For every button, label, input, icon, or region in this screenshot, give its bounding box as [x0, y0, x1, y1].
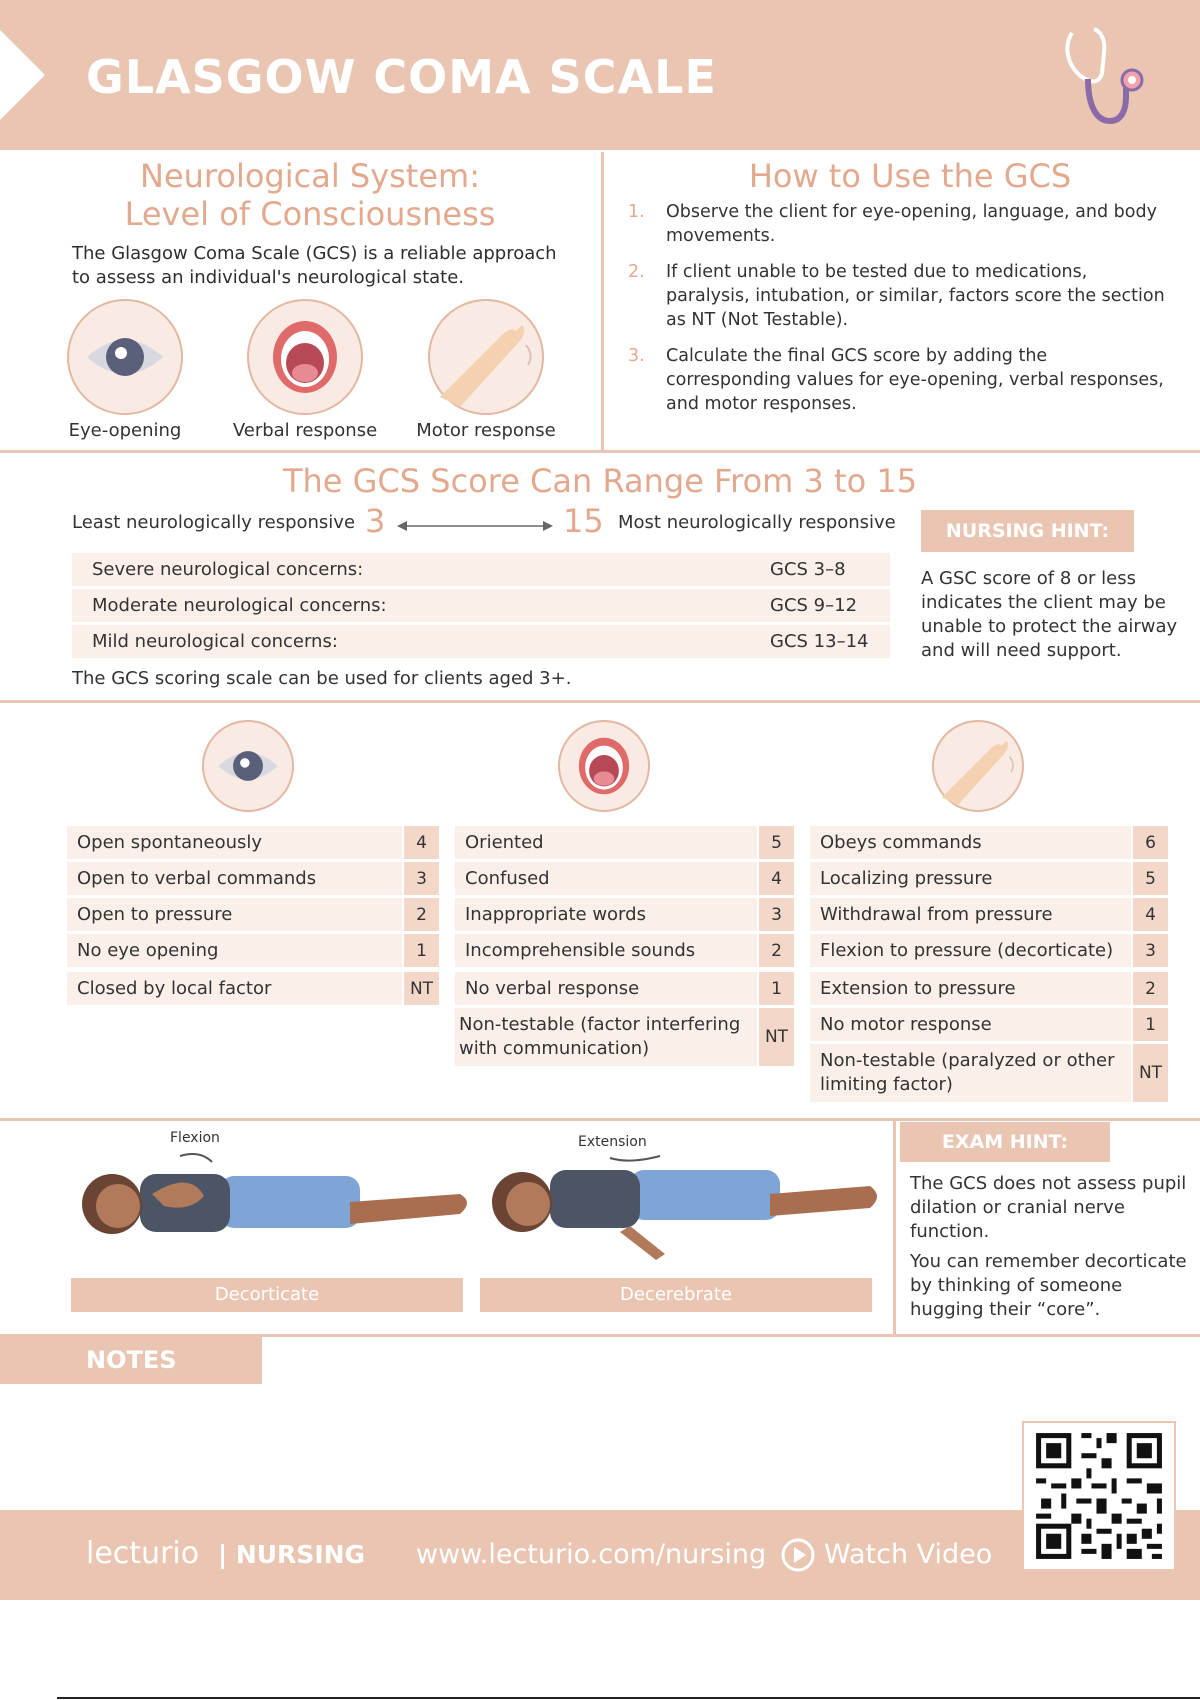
eye-score-row [67, 826, 439, 859]
notes-badge: NOTES [0, 1336, 262, 1384]
exam-hint-paragraph: The GCS does not assess pupil dilation or cranial nerve function. [910, 1173, 1187, 1242]
severity-value: GCS 9–12 [770, 595, 858, 616]
eye-score-row [67, 898, 439, 931]
motor-score: NT [1133, 1044, 1168, 1102]
consciousness-description: The Glasgow Coma Scale (GCS) is a reliable approach to assess an individual's neurological state. [72, 243, 557, 288]
range-title: The GCS Score Can Range From 3 to 15 [282, 462, 918, 500]
motor-score: 1 [1133, 1008, 1168, 1041]
consciousness-title-line1: Neurological System: [140, 157, 480, 195]
motor-response-label: Non-testable (paralyzed or other limiting factor) [810, 1044, 1131, 1102]
eye-response-label: Open to verbal commands [67, 862, 402, 895]
most-responsive-label: Most neurologically responsive [618, 512, 896, 533]
section-divider-vertical [601, 152, 604, 450]
play-icon[interactable] [780, 1537, 816, 1573]
motor-response-icon-circle [428, 299, 544, 415]
severity-value: GCS 13–14 [770, 631, 869, 652]
verbal-score-row [455, 934, 794, 967]
flexion-label: Flexion [170, 1130, 220, 1146]
motor-score-row [810, 898, 1168, 931]
section-divider-vertical [893, 1120, 896, 1335]
range-arrow-icon [395, 516, 555, 536]
eye-score: 2 [404, 898, 439, 931]
severity-label: Mild neurological concerns: [92, 631, 338, 652]
eye-opening-icon-circle [67, 299, 183, 415]
nursing-hint-badge: NURSING HINT: [921, 510, 1134, 552]
eye-score: 3 [404, 862, 439, 895]
verbal-score-row [455, 972, 794, 1005]
eye-score: 4 [404, 826, 439, 859]
step-text: Calculate the final GCS score by adding the corresponding values for eye-opening, verbal responses, and motor responses. [666, 346, 1164, 414]
severity-row [72, 589, 890, 622]
consciousness-title-line2: Level of Consciousness [124, 195, 496, 233]
verbal-score: 1 [759, 972, 794, 1005]
section-divider [0, 450, 1200, 453]
how-to-step [628, 260, 1168, 332]
motor-score-row [810, 972, 1168, 1005]
range-min-value: 3 [365, 502, 386, 540]
verbal-response-label: No verbal response [455, 972, 757, 1005]
severity-label: Moderate neurological concerns: [92, 595, 387, 616]
how-to-step [628, 344, 1168, 416]
how-to-title: How to Use the GCS [748, 157, 1072, 195]
how-to-step [628, 200, 1168, 248]
eye-score-row [67, 934, 439, 967]
motor-response-label: Motor response [416, 420, 556, 441]
website-link[interactable]: www.lecturio.com/nursing [416, 1539, 767, 1570]
motor-score-row [810, 1044, 1168, 1102]
brand-division: | NURSING [218, 1540, 366, 1569]
step-number: 1. [628, 202, 645, 222]
section-divider [0, 1118, 1200, 1121]
severity-row [72, 625, 890, 658]
motor-response-label: Obeys commands [810, 826, 1131, 859]
header-arrow-shape [0, 30, 45, 120]
age-note: The GCS scoring scale can be used for clients aged 3+. [72, 668, 572, 689]
motor-score: 2 [1133, 972, 1168, 1005]
page-title: GLASGOW COMA SCALE [86, 50, 717, 104]
eye-response-label: No eye opening [67, 934, 402, 967]
decerebrate-label: Decerebrate [480, 1278, 872, 1312]
verbal-response-label: Inappropriate words [455, 898, 757, 931]
step-text: Observe the client for eye-opening, language, and body movements. [666, 202, 1157, 246]
eye-response-label: Open spontaneously [67, 826, 402, 859]
severity-row [72, 553, 890, 586]
nursing-hint-text: A GSC score of 8 or less indicates the client may be unable to protect the airway and will need support. [921, 568, 1178, 661]
verbal-response-label: Non-testable (factor interfering with communication) [455, 1008, 757, 1066]
arm-icon [430, 301, 542, 413]
how-to-steps [628, 200, 1168, 428]
motor-score-row [810, 934, 1168, 967]
mouth-icon [249, 301, 361, 413]
step-number: 2. [628, 262, 645, 282]
severity-label: Severe neurological concerns: [92, 559, 364, 580]
eye-icon [69, 301, 181, 413]
mouth-icon [560, 722, 648, 810]
watch-video-link[interactable]: Watch Video [824, 1539, 993, 1570]
eye-score-row [67, 972, 439, 1005]
verbal-score-row [455, 826, 794, 859]
motor-score: 5 [1133, 862, 1168, 895]
motor-score-row [810, 826, 1168, 859]
verbal-table-icon-circle [558, 720, 650, 812]
verbal-response-icon-circle [247, 299, 363, 415]
verbal-score: 3 [759, 898, 794, 931]
brand-logo: lecturio [86, 1536, 200, 1571]
least-responsive-label: Least neurologically responsive [72, 512, 356, 533]
motor-response-label: No motor response [810, 1008, 1131, 1041]
exam-hint-paragraph: You can remember decorticate by thinking of someone hugging their “core”. [910, 1251, 1187, 1320]
section-divider [0, 700, 1200, 703]
verbal-score-row [455, 862, 794, 895]
verbal-score-row [455, 898, 794, 931]
arm-icon [934, 722, 1022, 810]
exam-hint-text [910, 1172, 1195, 1322]
motor-response-label: Withdrawal from pressure [810, 898, 1131, 931]
range-max-value: 15 [563, 502, 604, 540]
motor-score-row [810, 1008, 1168, 1041]
step-number: 3. [628, 346, 645, 366]
eye-score-row [67, 862, 439, 895]
eye-icon [204, 722, 292, 810]
eye-table-icon-circle [202, 720, 294, 812]
exam-hint-badge: EXAM HINT: [900, 1122, 1110, 1162]
motor-table-icon-circle [932, 720, 1024, 812]
step-text: If client unable to be tested due to medications, paralysis, intubation, or similar, factors score the section as NT (Not Testable). [666, 262, 1165, 330]
motor-score: 6 [1133, 826, 1168, 859]
eye-score: 1 [404, 934, 439, 967]
qr-code-frame[interactable] [1022, 1421, 1176, 1571]
verbal-score-row [455, 1008, 794, 1066]
verbal-response-label: Verbal response [232, 420, 378, 441]
severity-value: GCS 3–8 [770, 559, 846, 580]
verbal-score: NT [759, 1008, 794, 1066]
motor-response-label: Extension to pressure [810, 972, 1131, 1005]
page-bottom-rule [57, 1697, 1200, 1699]
verbal-response-label: Confused [455, 862, 757, 895]
decorticate-label: Decorticate [71, 1278, 463, 1312]
motor-score-row [810, 862, 1168, 895]
decerebrate-posture-illustration [480, 1150, 880, 1260]
verbal-response-label: Incomprehensible sounds [455, 934, 757, 967]
verbal-score: 5 [759, 826, 794, 859]
verbal-response-label: Oriented [455, 826, 757, 859]
eye-score: NT [404, 972, 439, 1005]
extension-label: Extension [578, 1134, 647, 1150]
decorticate-posture-illustration [70, 1150, 470, 1260]
stethoscope-icon [1060, 25, 1150, 135]
verbal-score: 2 [759, 934, 794, 967]
verbal-score: 4 [759, 862, 794, 895]
consciousness-title [60, 157, 560, 233]
motor-score: 3 [1133, 934, 1168, 967]
qr-code-icon [1024, 1423, 1174, 1569]
eye-response-label: Closed by local factor [67, 972, 402, 1005]
motor-response-label: Flexion to pressure (decorticate) [810, 934, 1131, 967]
motor-response-label: Localizing pressure [810, 862, 1131, 895]
eye-response-label: Open to pressure [67, 898, 402, 931]
motor-score: 4 [1133, 898, 1168, 931]
eye-opening-label: Eye-opening [68, 420, 182, 441]
